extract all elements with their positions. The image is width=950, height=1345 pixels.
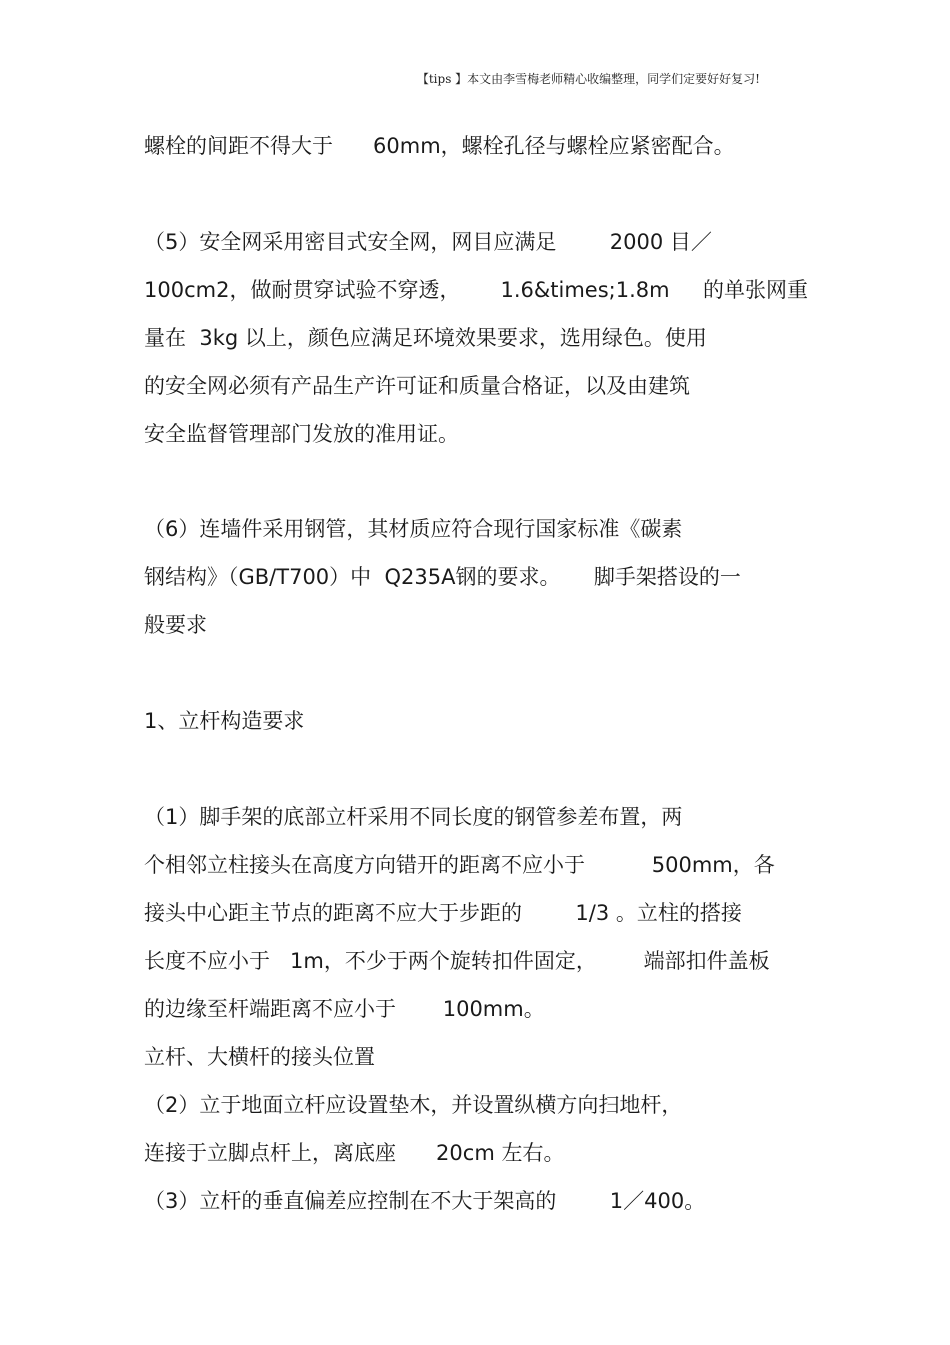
- text-line: 长度不应小于 1m，不少于两个旋转扣件固定， 端部扣件盖板: [144, 949, 770, 973]
- text-line: （3）立杆的垂直偏差应控制在不大于架高的 1／400。: [144, 1189, 706, 1213]
- text-line: 般要求: [144, 613, 207, 637]
- text-line: （6）连墙件采用钢管，其材质应符合现行国家标准《碳素: [144, 517, 683, 541]
- text-line: （5）安全网采用密目式安全网，网目应满足 2000 目／: [144, 230, 712, 254]
- text-line: 100cm2，做耐贯穿试验不穿透， 1.6&times;1.8m 的单张网重: [144, 278, 808, 302]
- section-heading: 1、立杆构造要求: [144, 709, 305, 733]
- text-line: 的安全网必须有产品生产许可证和质量合格证，以及由建筑: [144, 374, 690, 398]
- text-line: 连接于立脚点杆上，离底座 20cm 左右。: [144, 1141, 565, 1165]
- text-line: 螺栓的间距不得大于 60mm，螺栓孔径与螺栓应紧密配合。: [144, 134, 735, 158]
- header-tip: 【tips 】本文由李雪梅老师精心收编整理，同学们定要好好复习!: [416, 72, 760, 86]
- text-line: 钢结构》（GB/T700）中 Q235A钢的要求。 脚手架搭设的一: [144, 565, 741, 589]
- text-line: （1）脚手架的底部立杆采用不同长度的钢管参差布置，两: [144, 805, 683, 829]
- text-line: 的边缘至杆端距离不应小于 100mm。: [144, 997, 545, 1021]
- text-line: （2）立于地面立杆应设置垫木，并设置纵横方向扫地杆，: [144, 1093, 683, 1117]
- text-line: 接头中心距主节点的距离不应大于步距的 1/3 。立柱的搭接: [144, 901, 742, 925]
- text-line: 个相邻立柱接头在高度方向错开的距离不应小于 500mm，各: [144, 853, 775, 877]
- text-line: 立杆、大横杆的接头位置: [144, 1045, 375, 1069]
- text-line: 量在 3kg 以上，颜色应满足环境效果要求，选用绿色。使用: [144, 326, 707, 350]
- text-line: 安全监督管理部门发放的准用证。: [144, 422, 459, 446]
